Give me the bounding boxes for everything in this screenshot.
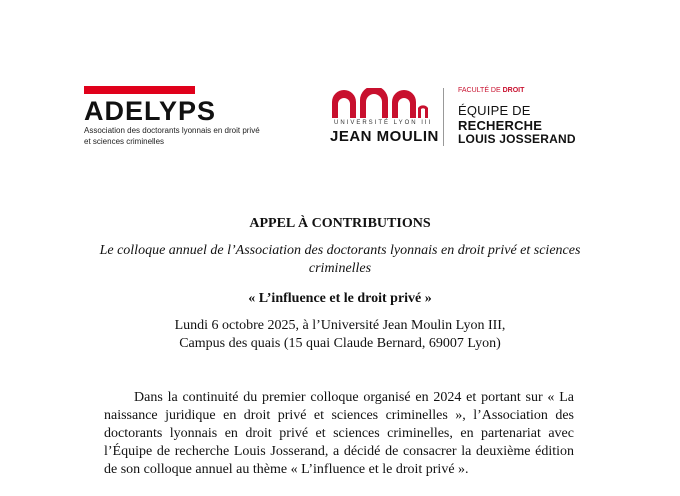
- jean-moulin-logo: [330, 86, 600, 146]
- adelyps-red-bar: [84, 86, 195, 94]
- event-date: Lundi 6 octobre 2025, à l’Université Jean Moulin Lyon III,: [174, 318, 506, 333]
- arches-icon: [330, 88, 430, 120]
- team-line-1: ÉQUIPE DE: [458, 103, 531, 118]
- team-line-3: LOUIS JOSSERAND: [458, 132, 576, 146]
- team-line-2: RECHERCHE: [458, 118, 543, 133]
- faculty-line: [458, 87, 524, 94]
- university-name: JEAN MOULIN: [330, 128, 439, 145]
- colloquium-theme: « L’influence et le droit privé »: [248, 291, 432, 306]
- document-subtitle: Le colloque annuel de l’Association des doctorants lyonnais en droit privé et sciences criminelles: [99, 243, 581, 276]
- faculty-bold: DROIT: [502, 87, 525, 94]
- adelyps-logo-subtitle-2: et sciences criminelles: [84, 137, 165, 146]
- adelyps-logo-name: ADELYPS: [84, 96, 217, 126]
- logo-divider: [443, 88, 444, 146]
- adelyps-logo: [84, 86, 264, 147]
- faculty-prefix: FACULTÉ DE: [458, 87, 503, 94]
- university-line: UNIVERSITÉ LYON III: [334, 120, 433, 126]
- intro-paragraph: Dans la continuité du premier colloque organisé en 2024 et portant sur « La naissance juridique en droit privé et sciences criminelles », l’Association des doctorants lyonnais en droit privé et sciences criminelles, en partenariat avec l’Équipe de recherche Louis Josserand, a décidé de consacrer la deuxième édition de son colloque annuel au thème « L’influence et le droit privé ».: [104, 390, 574, 477]
- adelyps-logo-subtitle-1: Association des doctorants lyonnais en droit privé: [84, 126, 260, 135]
- event-place: Campus des quais (15 quai Claude Bernard, 69007 Lyon): [179, 336, 501, 351]
- document-title: APPEL À CONTRIBUTIONS: [249, 216, 431, 231]
